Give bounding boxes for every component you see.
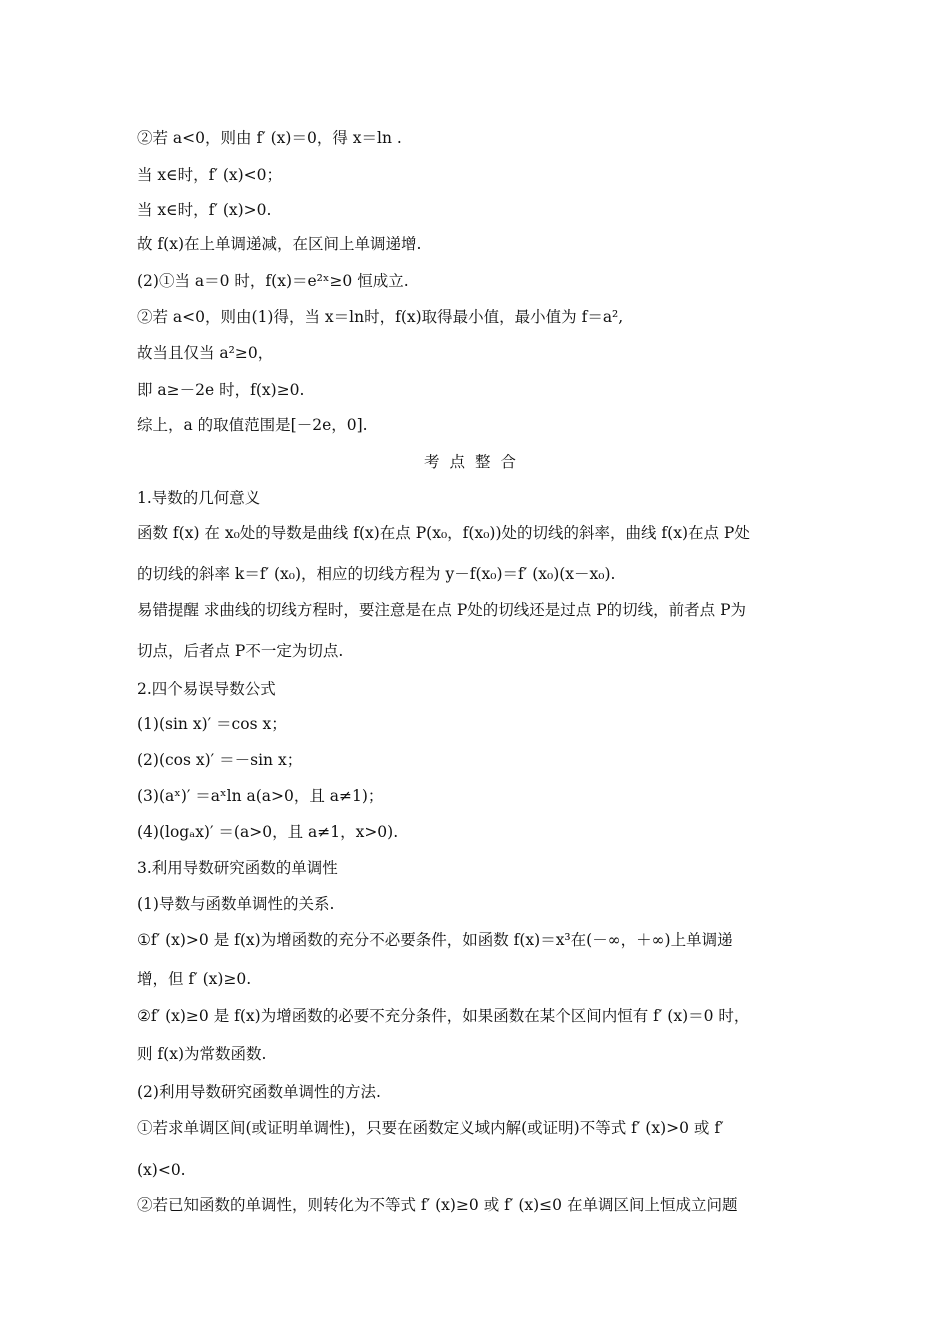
text-line: 1.导数的几何意义: [137, 489, 261, 507]
text-line: ②f′ (x)≥0 是 f(x)为增函数的必要不充分条件，如果函数在某个区间内恒有 f′ (x)＝0 时，: [137, 1007, 750, 1025]
text-line: ①若求单调区间(或证明单调性)，只要在函数定义域内解(或证明)不等式 f′ (x)>0 或 f′: [137, 1119, 724, 1137]
text-line: 的切线的斜率 k＝f′ (x₀)，相应的切线方程为 y－f(x₀)＝f′ (x₀)(x－x₀).: [137, 565, 616, 583]
text-line: (4)(logₐx)′ ＝(a>0，且 a≠1，x>0).: [137, 823, 399, 841]
text-line: 3.利用导数研究函数的单调性: [137, 859, 338, 877]
section-heading: 考点整合: [423, 453, 526, 471]
text-line: 综上，a 的取值范围是[－2e，0].: [137, 416, 368, 434]
text-line: 当 x∈时，f′ (x)<0；: [137, 166, 283, 184]
text-line: ①f′ (x)>0 是 f(x)为增函数的充分不必要条件，如函数 f(x)＝x³在(－∞，＋∞)上单调递: [137, 931, 733, 949]
text-line: 函数 f(x) 在 x₀处的导数是曲线 f(x)在点 P(x₀，f(x₀))处的切线的斜率，曲线 f(x)在点 P处: [137, 524, 750, 542]
text-line: (1)(sin x)′ ＝cos x；: [137, 715, 287, 733]
text-line: (1)导数与函数单调性的关系.: [137, 895, 335, 913]
text-line: (x)<0.: [137, 1161, 186, 1179]
text-line: 故 f(x)在上单调递减，在区间上单调递增.: [137, 235, 422, 253]
text-line: (2)①当 a＝0 时，f(x)＝e²ˣ≥0 恒成立.: [137, 272, 409, 290]
text-line: 易错提醒 求曲线的切线方程时，要注意是在点 P处的切线还是过点 P的切线，前者点 P为: [137, 601, 746, 619]
text-line: ②若 a<0，则由(1)得，当 x＝ln时，f(x)取得最小值，最小值为 f＝a²,: [137, 308, 624, 326]
text-line: 当 x∈时，f′ (x)>0.: [137, 201, 272, 219]
text-line: 2.四个易误导数公式: [137, 680, 276, 698]
text-line: 则 f(x)为常数函数.: [137, 1045, 267, 1063]
text-line: 故当且仅当 a²≥0，: [137, 344, 274, 362]
text-line: 增，但 f′ (x)≥0.: [137, 970, 252, 988]
text-line: ②若 a<0，则由 f′ (x)＝0，得 x＝ln .: [137, 129, 402, 147]
text-line: 切点，后者点 P不一定为切点.: [137, 642, 344, 660]
text-line: (3)(aˣ)′ ＝aˣln a(a>0，且 a≠1)；: [137, 787, 384, 805]
text-line: 即 a≥－2e 时，f(x)≥0.: [137, 381, 305, 399]
text-line: (2)利用导数研究函数单调性的方法.: [137, 1083, 381, 1101]
text-line: (2)(cos x)′ ＝－sin x；: [137, 751, 303, 769]
text-line: ②若已知函数的单调性，则转化为不等式 f′ (x)≥0 或 f′ (x)≤0 在单调区间上恒成立问题: [137, 1196, 738, 1214]
